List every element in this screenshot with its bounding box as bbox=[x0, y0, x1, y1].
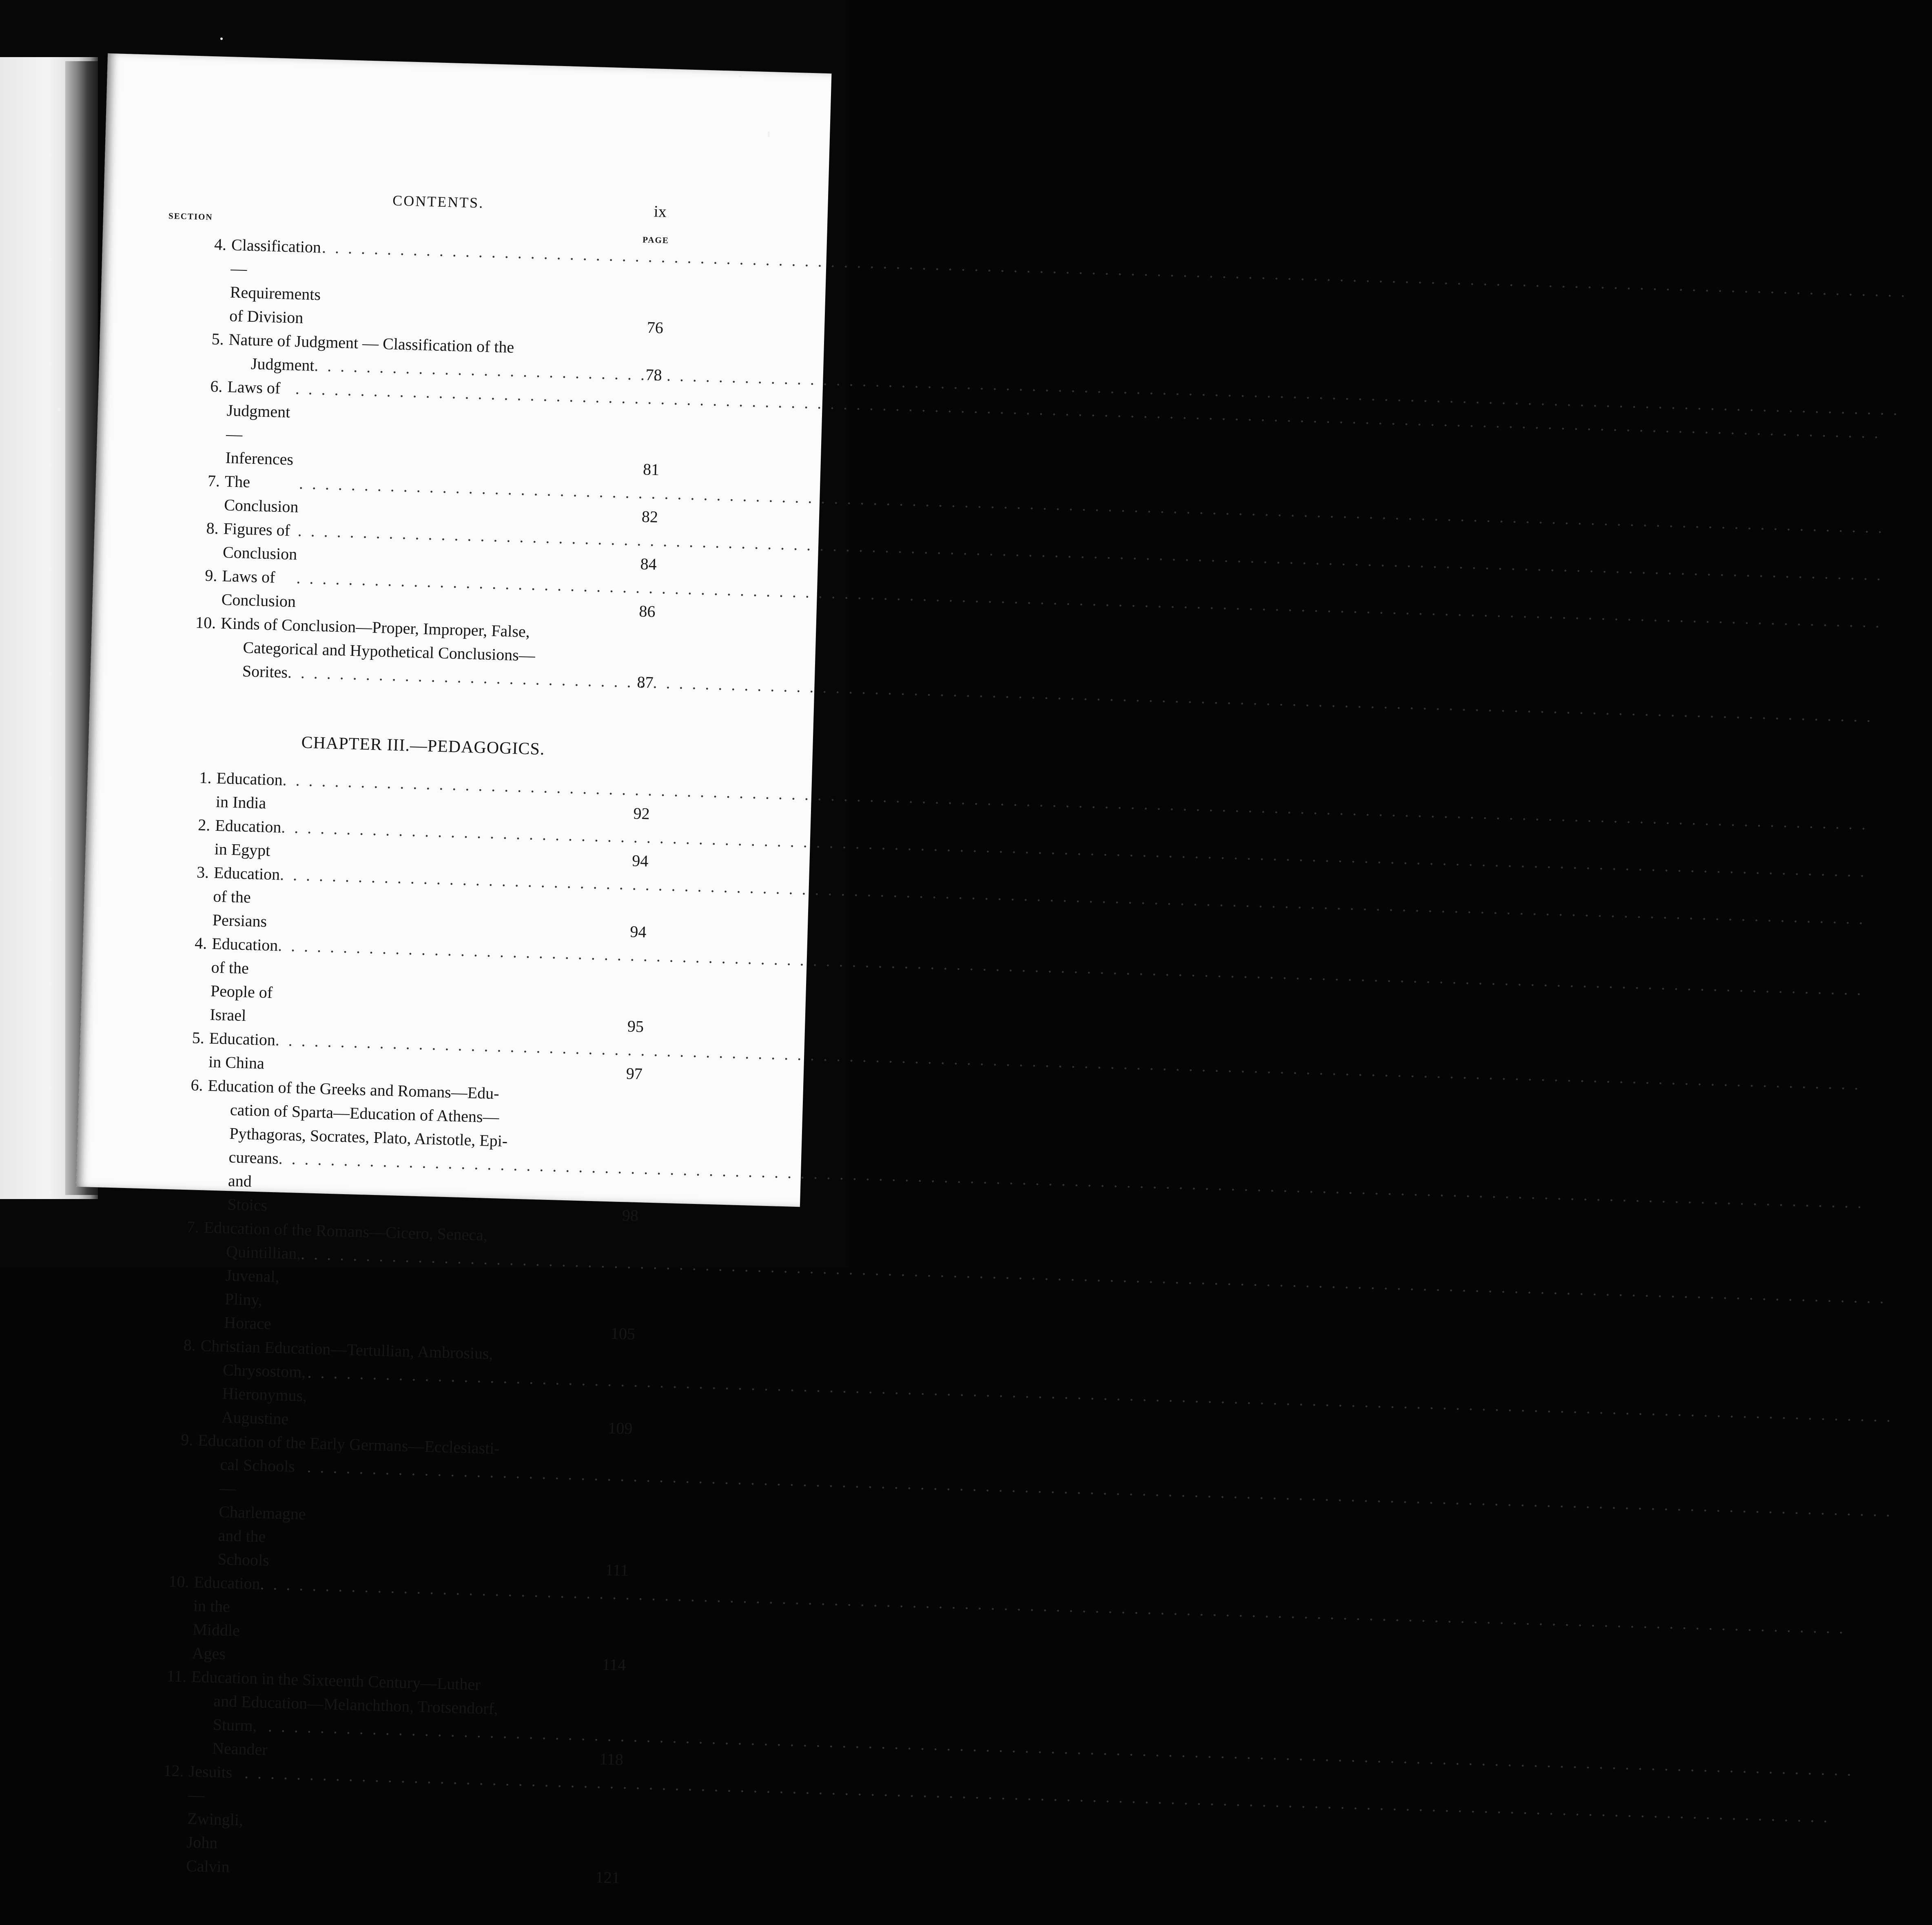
entry-title-line: Christian Education—Tertullian, Ambrosius, bbox=[200, 1336, 494, 1363]
entry-title: Education in Egypt bbox=[214, 816, 282, 860]
entry-title: Jesuits—Zwingli, John Calvin bbox=[186, 1761, 244, 1876]
section-number: 4. bbox=[214, 235, 227, 254]
contents-page bbox=[76, 53, 832, 1887]
dot-leader bbox=[278, 934, 1864, 1002]
section-number: 8. bbox=[206, 518, 219, 538]
page-title: CONTENTS. bbox=[392, 192, 484, 211]
page-reference: 78 bbox=[645, 365, 662, 384]
entry-last-line bbox=[192, 1570, 596, 1676]
section-number: 1. bbox=[199, 768, 212, 787]
entry-title: Education in China bbox=[208, 1029, 276, 1073]
section-column-label: SECTION bbox=[168, 211, 213, 222]
page-reference: 92 bbox=[633, 804, 650, 823]
toc-entry bbox=[166, 1664, 625, 1771]
page-reference: 94 bbox=[631, 851, 649, 870]
page-reference: 98 bbox=[622, 1206, 639, 1225]
page-reference: 95 bbox=[627, 1017, 644, 1036]
dot-leader bbox=[278, 1147, 1864, 1215]
page-reference: 94 bbox=[629, 922, 647, 941]
entry-title: The Conclusion bbox=[224, 472, 299, 516]
page-reference: 105 bbox=[610, 1324, 636, 1343]
page-text-block bbox=[163, 187, 667, 1890]
page-reference: 114 bbox=[602, 1655, 626, 1674]
toc-entry bbox=[187, 931, 646, 1038]
section-number: 5. bbox=[211, 330, 224, 348]
entry-title-line: and Education—Melanchthon, Trotsendorf, bbox=[213, 1691, 499, 1718]
page-reference: 97 bbox=[626, 1064, 643, 1083]
section-number: 12. bbox=[163, 1761, 184, 1780]
toc-entry bbox=[171, 1428, 632, 1582]
page-reference: 111 bbox=[605, 1560, 629, 1580]
page-reference: 81 bbox=[643, 460, 660, 479]
entry-title: Laws of Conclusion bbox=[221, 566, 296, 611]
section-number: 6. bbox=[210, 377, 223, 396]
entry-title: Classification—Requirements of Division bbox=[229, 235, 321, 327]
entry-title: Education of the Persians bbox=[212, 863, 280, 931]
page-reference: 84 bbox=[640, 554, 657, 573]
dot-leader bbox=[260, 1572, 1846, 1640]
section-number: 7. bbox=[186, 1217, 199, 1237]
toc-entry bbox=[202, 374, 662, 482]
section-number: 5. bbox=[192, 1028, 205, 1047]
page-reference: 109 bbox=[607, 1418, 633, 1438]
section-number: 9. bbox=[180, 1430, 193, 1449]
entry-title: Education in the Middle Ages bbox=[192, 1573, 261, 1663]
entry-last-line bbox=[229, 233, 633, 339]
toc-entry bbox=[206, 232, 666, 340]
section-number: 6. bbox=[190, 1075, 204, 1095]
entry-title-line: cation of Sparta—Education of Athens— bbox=[230, 1100, 500, 1126]
entry-title: Judgment bbox=[250, 354, 315, 375]
chapter-ii-contents-list bbox=[196, 232, 665, 695]
section-number: 9. bbox=[204, 566, 218, 585]
entry-title-line: Education of the Romans—Cicero, Seneca, bbox=[204, 1218, 488, 1244]
chapter-heading: CHAPTER III.—PEDAGOGICS. bbox=[301, 733, 545, 759]
entry-title-line: Education of the Early Germans—Ecclesiasti- bbox=[197, 1431, 500, 1458]
section-number: 10. bbox=[168, 1572, 190, 1591]
section-number: 3. bbox=[196, 863, 209, 882]
page-reference: 118 bbox=[599, 1750, 624, 1769]
page-reference: 86 bbox=[638, 602, 656, 621]
toc-entry bbox=[163, 1759, 623, 1890]
page-reference: 121 bbox=[595, 1867, 620, 1887]
entry-title: cureans and Stoics bbox=[227, 1148, 279, 1215]
page-reference: 76 bbox=[647, 318, 664, 337]
section-number: 8. bbox=[183, 1336, 196, 1355]
entry-title-line: Education of the Greeks and Romans—Edu- bbox=[207, 1076, 500, 1103]
toc-entry bbox=[175, 1333, 635, 1440]
section-number: 2. bbox=[197, 815, 211, 834]
entry-title: Chrysostom, Hieronymus, Augustine bbox=[221, 1360, 307, 1428]
dot-leader bbox=[307, 1455, 1893, 1523]
entry-last-line bbox=[225, 375, 629, 480]
entry-last-line bbox=[186, 1759, 590, 1889]
toc-entry bbox=[178, 1215, 638, 1346]
entry-title: Sturm, Neander bbox=[212, 1715, 268, 1759]
section-number: 7. bbox=[207, 471, 220, 490]
entry-last-line bbox=[201, 1239, 605, 1345]
entry-title: Quintillian, Juvenal, Pliny, Horace bbox=[224, 1242, 301, 1333]
entry-last-line bbox=[212, 861, 615, 943]
dot-leader bbox=[301, 1242, 1887, 1310]
entry-last-line bbox=[204, 1145, 607, 1227]
chapter-iii-contents-list bbox=[163, 766, 651, 1890]
entry-title: cal Schools—Charlemagne and the Schools bbox=[217, 1455, 306, 1570]
scan-speck bbox=[738, 75, 742, 77]
toc-entry bbox=[196, 611, 655, 694]
scanned-page-spread bbox=[0, 0, 848, 1887]
entry-title: Laws of Judgment—Inferences bbox=[225, 377, 294, 469]
entry-title-line: Nature of Judgment — Classification of the bbox=[228, 330, 514, 356]
dot-leader bbox=[321, 236, 1908, 304]
entry-title: Sorites bbox=[242, 662, 288, 681]
page-reference: 87 bbox=[636, 673, 654, 692]
entry-title-line: Education in the Sixteenth Century—Luther bbox=[191, 1667, 481, 1694]
entry-last-line bbox=[210, 932, 614, 1038]
section-number: 10. bbox=[195, 613, 216, 632]
page-column-label: PAGE bbox=[642, 235, 669, 246]
dot-leader bbox=[307, 1361, 1893, 1429]
section-number: 11. bbox=[166, 1666, 187, 1686]
toc-entry bbox=[169, 1570, 628, 1677]
entry-title-line: Categorical and Hypothetical Conclusions— bbox=[242, 638, 536, 665]
dot-leader bbox=[287, 661, 1873, 729]
toc-entry bbox=[182, 1073, 642, 1228]
entry-title: Figures of Conclusion bbox=[222, 519, 297, 564]
page-reference: 82 bbox=[641, 507, 658, 526]
scan-speck bbox=[220, 38, 223, 40]
entry-title-line: Kinds of Conclusion—Proper, Improper, False, bbox=[220, 614, 530, 641]
entry-title: Education of the People of Israel bbox=[209, 934, 279, 1025]
entry-title-line: Pythagoras, Socrates, Plato, Aristotle, Epi- bbox=[229, 1124, 508, 1151]
page-number: ix bbox=[654, 202, 667, 221]
entry-last-line bbox=[198, 1357, 601, 1439]
entry-title: Education in India bbox=[215, 768, 283, 812]
toc-entry bbox=[189, 860, 648, 944]
scan-speck bbox=[768, 131, 770, 137]
entry-last-line bbox=[194, 1452, 599, 1581]
section-number: 4. bbox=[194, 934, 207, 953]
scan-speck bbox=[57, 408, 61, 412]
